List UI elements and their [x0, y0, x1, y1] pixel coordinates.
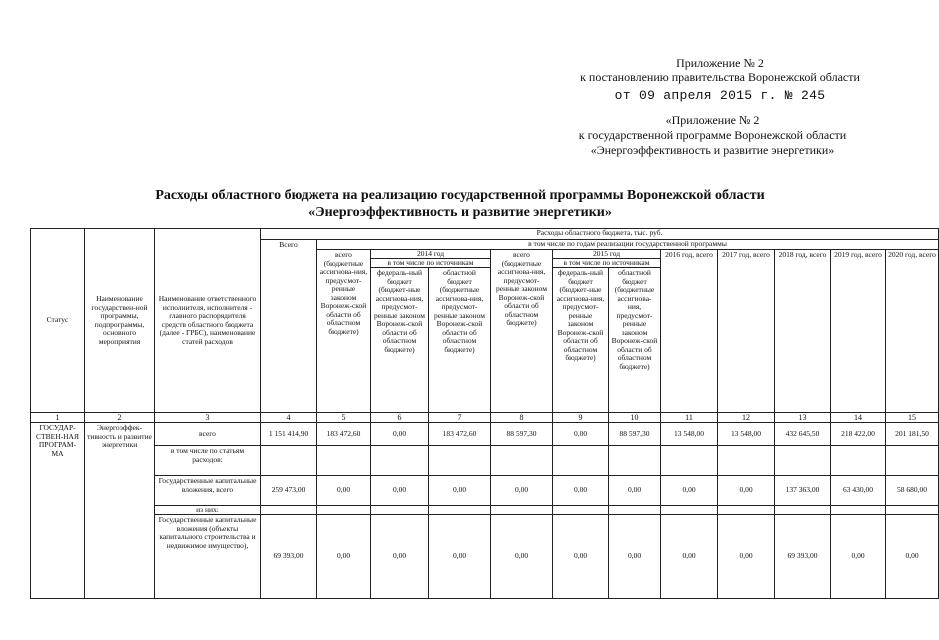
value-cell: [775, 446, 831, 476]
header-year-2017: 2017 год, всего: [718, 250, 775, 413]
header-2015-total: всего (бюджетные ассигнова-ния, предусмот-ренные законом Воронеж-ской области об областном бюджете): [491, 250, 553, 413]
value-cell: [609, 506, 661, 515]
column-number: 12: [718, 413, 775, 423]
value-cell: [371, 446, 429, 476]
header-2014-sources: в том числе по источникам: [371, 259, 491, 268]
value-cell: [261, 446, 317, 476]
column-number: 14: [831, 413, 886, 423]
value-cell: 0,00: [429, 476, 491, 506]
value-cell: 1 151 414,90: [261, 423, 317, 446]
column-number: 5: [317, 413, 371, 423]
header-executor: Наименование ответственного исполнителя, исполнителя - главного распорядителя средств областного бюджета (далее - ГРБС), наименование статей расходов: [155, 229, 261, 413]
header-program-name: Наименование государствен-ной программы, подпрограммы, основного мероприятия: [85, 229, 155, 413]
value-cell: [491, 506, 553, 515]
header-2015-federal: федераль-ный бюджет (бюджет-ные ассигнова-ния, предусмот-ренные законом Воронеж-ской области об областном бюджете): [553, 268, 609, 413]
value-cell: [718, 506, 775, 515]
value-cell: 259 473,00: [261, 476, 317, 506]
column-number: 2: [85, 413, 155, 423]
value-cell: 13 548,00: [661, 423, 718, 446]
value-cell: 0,00: [317, 515, 371, 599]
header-status: Статус: [31, 229, 85, 413]
value-cell: 69 393,00: [775, 515, 831, 599]
value-cell: 0,00: [609, 515, 661, 599]
value-cell: [553, 446, 609, 476]
value-cell: [553, 506, 609, 515]
header-year-2020: 2020 год, всего: [886, 250, 939, 413]
value-cell: 0,00: [553, 476, 609, 506]
document-title-line1: Расходы областного бюджета на реализацию государственной программы Воронежской области: [155, 188, 765, 203]
value-cell: [429, 446, 491, 476]
header-year-2018: 2018 год, всего: [775, 250, 831, 413]
column-number: 11: [661, 413, 718, 423]
value-cell: [317, 506, 371, 515]
program-appendix-reference: к государственной программе Воронежской области: [578, 128, 847, 142]
table-row-capital-construction: [31, 515, 939, 599]
value-cell: [491, 446, 553, 476]
value-cell: [831, 506, 886, 515]
table-row-of-which: [31, 506, 939, 515]
value-cell: [609, 446, 661, 476]
value-cell: 183 472,60: [429, 423, 491, 446]
value-cell: 0,00: [371, 515, 429, 599]
value-cell: [429, 506, 491, 515]
value-cell: 0,00: [371, 423, 429, 446]
value-cell: [718, 446, 775, 476]
document-title-line2: «Энергоэффективность и развитие энергетики»: [308, 205, 612, 220]
value-cell: 0,00: [886, 515, 939, 599]
column-number-row: [31, 413, 939, 423]
header-2014-federal: федераль-ный бюджет (бюджет-ные ассигнова-ния, предусмот-ренные законом Воронеж-ской области об областном бюджете): [371, 268, 429, 413]
value-cell: 0,00: [718, 515, 775, 599]
value-cell: [886, 506, 939, 515]
value-cell: [661, 506, 718, 515]
program-appendix-block: [540, 113, 885, 158]
column-number: 8: [491, 413, 553, 423]
value-cell: [886, 446, 939, 476]
column-number: 9: [553, 413, 609, 423]
value-cell: [661, 446, 718, 476]
value-cell: 69 393,00: [261, 515, 317, 599]
program-appendix-name: «Энергоэффективность и развитие энергетики»: [590, 143, 835, 157]
column-number: 13: [775, 413, 831, 423]
value-cell: 0,00: [553, 515, 609, 599]
row-label: всего: [155, 423, 261, 446]
value-cell: 0,00: [553, 423, 609, 446]
value-cell: 201 181,50: [886, 423, 939, 446]
header-2015-regional: областной бюджет (бюджетные ассигнова-ния, предусмот-ренные законом Воронеж-ской области об областном бюджете): [609, 268, 661, 413]
column-number: 15: [886, 413, 939, 423]
decree-appendix-number: Приложение № 2: [676, 56, 764, 70]
column-number: 4: [261, 413, 317, 423]
program-appendix-number: «Приложение № 2: [665, 113, 760, 127]
status-cell: ГОСУДАР-СТВЕН-НАЯ ПРОГРАМ-МА: [31, 423, 85, 599]
value-cell: 88 597,30: [491, 423, 553, 446]
value-cell: 137 363,00: [775, 476, 831, 506]
value-cell: [317, 446, 371, 476]
decree-date-number: от 09 апреля 2015 г. № 245: [614, 88, 826, 103]
header-2014-regional: областной бюджет (бюджетные ассигнова-ния, предусмот-ренные законом Воронеж-ской области об областном бюджете): [429, 268, 491, 413]
value-cell: 0,00: [661, 476, 718, 506]
column-number: 3: [155, 413, 261, 423]
value-cell: 0,00: [609, 476, 661, 506]
value-cell: 0,00: [718, 476, 775, 506]
value-cell: 0,00: [661, 515, 718, 599]
value-cell: 0,00: [491, 515, 553, 599]
document-title: [100, 187, 820, 221]
column-number: 7: [429, 413, 491, 423]
value-cell: 0,00: [429, 515, 491, 599]
table-row-total: [31, 423, 939, 446]
row-label: Государственные капитальные вложения, всего: [155, 476, 261, 506]
program-name-cell: Энергоэффек-тивность и развитие энергетики: [85, 423, 155, 599]
decree-appendix-reference: к постановлению правительства Воронежской области: [580, 70, 860, 84]
value-cell: 63 430,00: [831, 476, 886, 506]
column-number: 10: [609, 413, 661, 423]
value-cell: 0,00: [317, 476, 371, 506]
column-number: 6: [371, 413, 429, 423]
column-number: 1: [31, 413, 85, 423]
header-2015-sources: в том числе по источникам: [553, 259, 661, 268]
header-year-2016: 2016 год, всего: [661, 250, 718, 413]
header-total: Всего: [261, 240, 317, 413]
value-cell: 183 472,60: [317, 423, 371, 446]
value-cell: [831, 446, 886, 476]
header-by-years: в том числе по годам реализации государственной программы: [317, 240, 939, 250]
table-row-by-articles: [31, 446, 939, 476]
header-expenses: Расходы областного бюджета, тыс. руб.: [261, 229, 939, 240]
budget-expenses-table: [30, 228, 939, 599]
header-year-2015: 2015 год: [553, 250, 661, 259]
value-cell: 218 422,00: [831, 423, 886, 446]
value-cell: 0,00: [831, 515, 886, 599]
row-label: в том числе по статьям расходов:: [155, 446, 261, 476]
table-row-capital-investments: [31, 476, 939, 506]
row-label: из них:: [155, 506, 261, 515]
value-cell: [371, 506, 429, 515]
value-cell: 58 680,00: [886, 476, 939, 506]
row-label: Государственные капитальные вложения (объекты капитального строительства и недвижимое имущество),: [155, 515, 261, 599]
value-cell: [775, 506, 831, 515]
header-year-2014: 2014 год: [371, 250, 491, 259]
value-cell: 432 645,50: [775, 423, 831, 446]
value-cell: [261, 506, 317, 515]
decree-appendix-block: [560, 56, 880, 103]
header-row-1: [31, 229, 939, 240]
value-cell: 88 597,30: [609, 423, 661, 446]
value-cell: 13 548,00: [718, 423, 775, 446]
header-2014-total: всего (бюджетные ассигнова-ния, предусмот-ренные законом Воронеж-ской области об областном бюджете): [317, 250, 371, 413]
value-cell: 0,00: [371, 476, 429, 506]
value-cell: 0,00: [491, 476, 553, 506]
header-year-2019: 2019 год, всего: [831, 250, 886, 413]
